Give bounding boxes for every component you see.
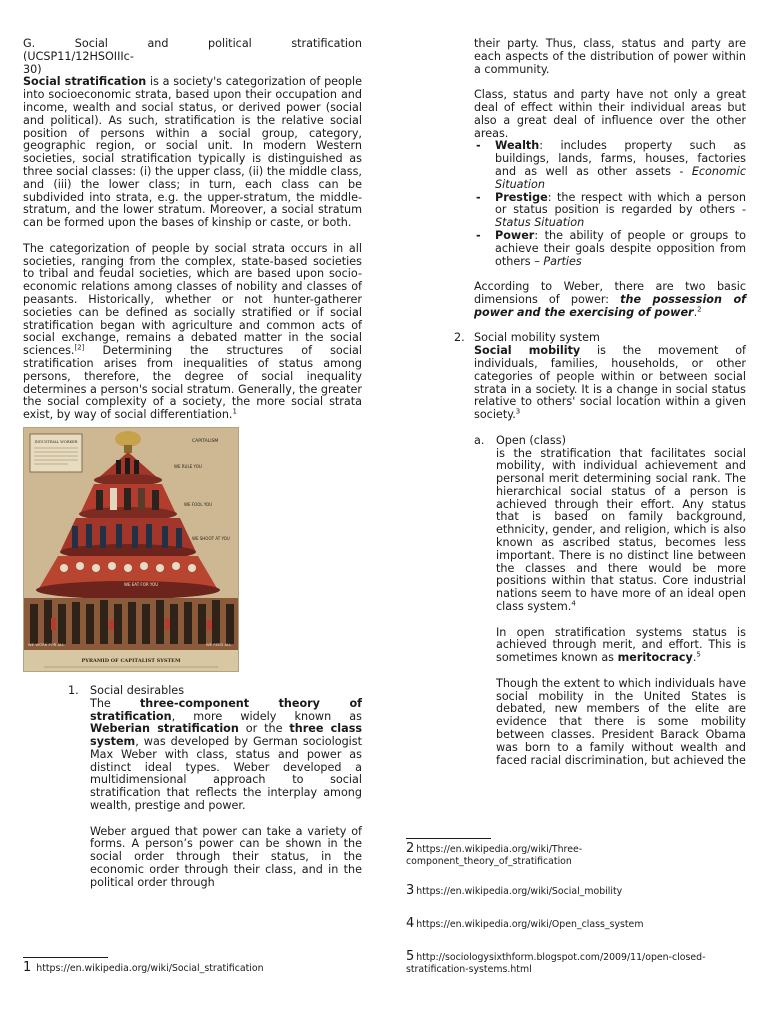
left-column bbox=[23, 38, 362, 890]
footnote-link-cont[interactable]: stratification-systems.html bbox=[406, 963, 532, 975]
paragraph-open-class: is the stratification that facilitates social mobility, with individual achievement and personal merit determining social rank. The hierarchical social status of a person is achieved through their effort. Any status that is based on family background, ethnicity, gender, and religion, which is also known as ascribed status, becomes less important. There is no distinct line between the classes and there would be more positions within that status. Core industrial nations seem to have more of an ideal open class system.$^4$ bbox=[496, 446, 746, 614]
list-item-title: Social desirables bbox=[90, 683, 185, 697]
list-item-social-mobility bbox=[406, 332, 746, 767]
list-number: 2. bbox=[454, 331, 465, 345]
right-column bbox=[406, 38, 746, 767]
paragraph-class-status-party: Class, status and party have not only a great deal of effect within their individual areas but also a great deal of influence over the other areas. bbox=[474, 88, 746, 140]
heading-word: and bbox=[147, 37, 169, 50]
footnote-link[interactable]: https://en.wikipedia.org/wiki/Social_mobility bbox=[416, 886, 623, 897]
pyramid-of-capitalist-system-image bbox=[23, 427, 239, 672]
sub-item-title: Open (class) bbox=[496, 433, 566, 447]
footnote-5: 5 http://sociologysixthform.blogspot.com/2009/11/open-closed- stratification-systems.html bbox=[406, 949, 706, 975]
paragraph-continued: their party. Thus, class, status and party are each aspects of the distribution of power within a community. bbox=[474, 37, 746, 76]
poster-illustration bbox=[24, 428, 238, 671]
footnote-3: 3 https://en.wikipedia.org/wiki/Social_mobility bbox=[406, 883, 623, 898]
citation: [2] bbox=[74, 343, 85, 352]
paragraph-meritocracy: In open stratification systems status is achieved through merit, and effort. This is sometimes known as meritocracy.$^5$ bbox=[496, 625, 746, 665]
footnote-link-cont[interactable]: component_theory_of_stratification bbox=[406, 855, 572, 867]
list-number: 1. bbox=[68, 683, 79, 697]
heading-word: political bbox=[208, 37, 252, 50]
paragraph-categorization: The categorization of people by social strata occurs in all societies, ranging from the complex, state-based societies to tribal and feudal societies, which are based upon socio-economic relations among classes of nobility and classes of peasants. Historically, whether or not hunter-gatherer societies can be defined as socially stratified or if social stratification began with agriculture and common acts of social exchange, remains a debated matter in the social sciences.[2] Determining the structures of social stratification arises from inequalities of status among persons, therefore, the degree of social inequality determines a person's social stratum. Generally, the greater the social complexity of a society, the more social strata exist, by way of social differentiation.$^1$ bbox=[23, 241, 362, 422]
poster-line: WE SHOOT AT YOU bbox=[192, 535, 230, 541]
paragraph-social-mobility: Social mobility is the movement of individuals, families, households, or other categories of people within or between social strata in a society. It is a change in social status relative to others' social location within a given society.$^3$ bbox=[474, 344, 746, 422]
poster-line: WE FOOL YOU bbox=[184, 501, 213, 507]
footnote-separator bbox=[23, 957, 108, 958]
poster-line: WE EAT FOR YOU bbox=[124, 581, 159, 587]
paragraph-weber-power: Weber argued that power can take a variety of forms. A person’s power can be shown in the social order through their status, in the economic order through their class, and in the political order through bbox=[90, 824, 362, 889]
paragraph-mobility-us: Though the extent to which individuals have social mobility in the United States is debated, new members of the elite are evidence that there is some mobility between classes. President Barack Obama was born to a family without wealth and faced racial discrimination, but achieved the bbox=[496, 676, 746, 767]
footnote-4: 4 https://en.wikipedia.org/wiki/Open_class_system bbox=[406, 916, 644, 931]
footnote-separator bbox=[406, 838, 491, 839]
term-social-stratification: Social stratification bbox=[23, 75, 147, 89]
poster-line: WE RULE YOU bbox=[174, 463, 202, 469]
bullet-prestige: - Prestige: the respect with which a person or status position is regarded by others - Status Situation bbox=[476, 190, 746, 230]
heading-word: stratification bbox=[291, 37, 362, 50]
footnote-1: 1 https://en.wikipedia.org/wiki/Social_stratification bbox=[23, 960, 264, 975]
list-item-social-desirables bbox=[23, 685, 362, 890]
bullet-wealth: - Wealth: includes property such as buildings, lands, farms, houses, factories and as well as other assets - Economic Situation bbox=[476, 139, 746, 191]
footnote-2: 2 https://en.wikipedia.org/wiki/Three- component_theory_of_stratification bbox=[406, 841, 583, 867]
poster-line: WE WORK FOR ALL bbox=[28, 641, 65, 647]
curriculum-code-cont: 30) bbox=[23, 62, 42, 76]
list-item-title: Social mobility system bbox=[474, 331, 600, 345]
poster-label-capitalism: CAPITALISM bbox=[192, 438, 219, 444]
footnote-link[interactable]: http://sociologysixthform.blogspot.com/2009/11/open-closed- bbox=[416, 952, 706, 963]
heading-word: Social bbox=[74, 37, 108, 50]
section-heading bbox=[23, 38, 362, 51]
paragraph-three-component: The three-component theory of stratification, more widely known as Weberian stratification or the three class system, was developed by German sociologist Max Weber with class, status and power as distinct ideal types. Weber developed a multidimensional approach to social stratification that reflects the interplay among wealth, prestige and power. bbox=[90, 696, 363, 813]
poster-title: PYRAMID OF CAPITALIST SYSTEM bbox=[81, 657, 181, 664]
paragraph-definition: Social stratification is a society's categorization of people into socioeconomic strata, based upon their occupation and income, wealth and social status, or derived power (social and political). As such, stratification is the relative social position of persons within a social group, category, geographic region, or social unit. In modern Western societies, social stratification typically is distinguished as three social classes: (i) the upper class, (ii) the middle class, and (iii) the lower class; in turn, each class can be subdivided into strata, e.g. the upper-stratum, the middle-stratum, and the lower stratum. Moreover, a social stratum can be formed upon the bases of kinship or caste, or both. bbox=[23, 75, 362, 230]
paragraph-weber-dimensions: According to Weber, there are two basic dimensions of power: the possession of power and the exercising of power.$^2$ bbox=[474, 280, 746, 319]
footnote-ref: 1 bbox=[232, 407, 237, 416]
footnote-link[interactable]: https://en.wikipedia.org/wiki/Social_stratification bbox=[36, 963, 264, 974]
poster-panel-title: INDUSTRIAL WORKER bbox=[34, 439, 78, 444]
bullet-power: - Power: the ability of people or groups to achieve their goals despite opposition from others – Parties bbox=[476, 228, 746, 268]
sub-item-open-class bbox=[474, 435, 746, 768]
heading-letter: G. bbox=[23, 37, 36, 50]
curriculum-code: (UCSP11/12HSOIIIc- bbox=[23, 49, 134, 63]
sub-item-letter: a. bbox=[474, 433, 485, 447]
footnote-link[interactable]: https://en.wikipedia.org/wiki/Three- bbox=[416, 844, 583, 855]
footnote-link[interactable]: https://en.wikipedia.org/wiki/Open_class_system bbox=[416, 919, 644, 930]
poster-line: WE FEED ALL bbox=[206, 641, 232, 647]
